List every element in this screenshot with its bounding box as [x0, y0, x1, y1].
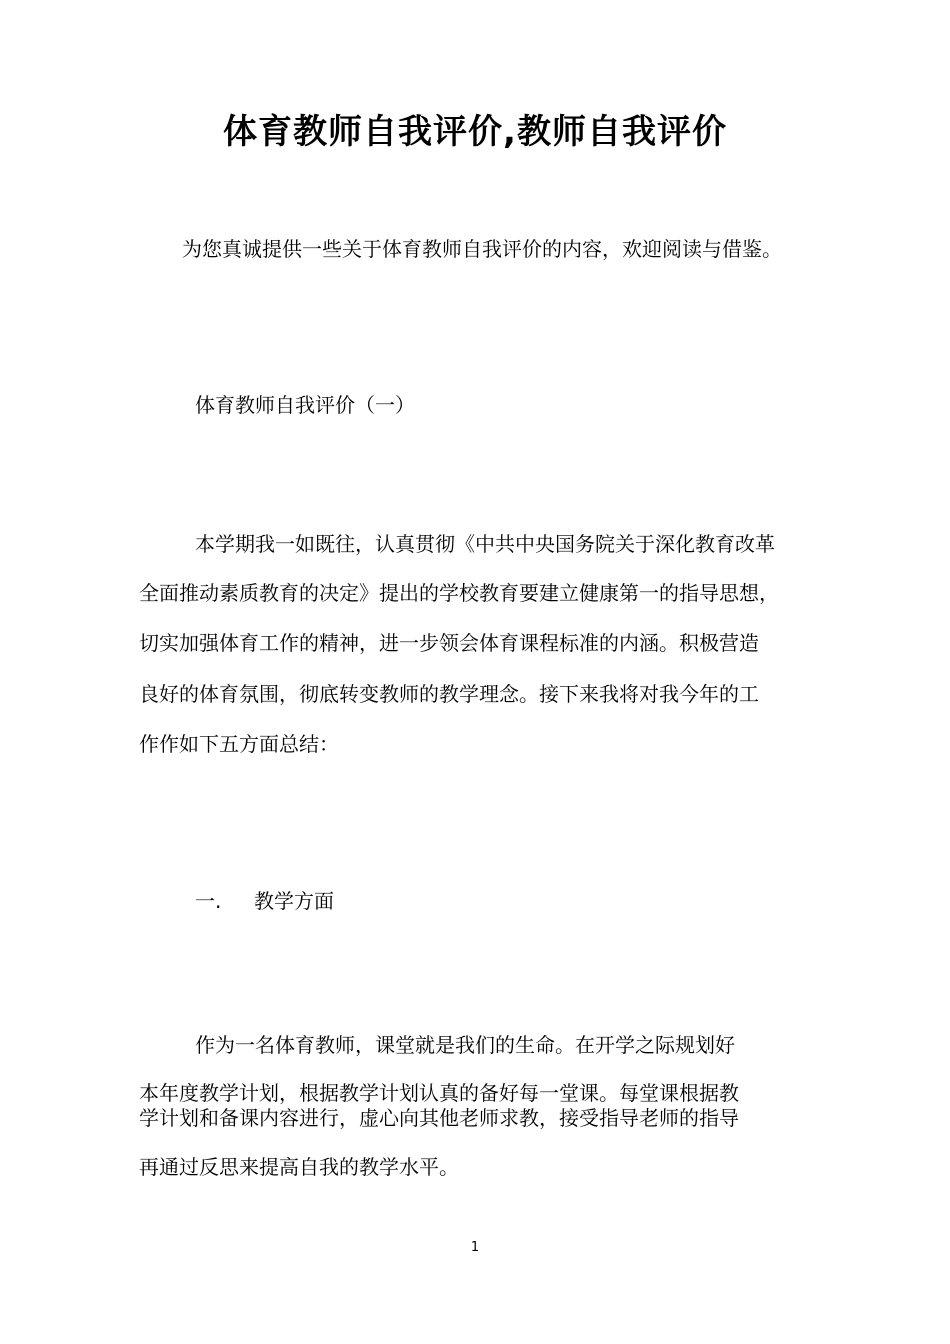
paragraph-line: 学计划和备课内容进行，虚心向其他老师求教，接受指导老师的指导 — [139, 1106, 739, 1130]
section-title: 体育教师自我评价（一） — [195, 393, 415, 417]
paragraph-line: 全面推动素质教育的决定》提出的学校教育要建立健康第一的指导思想， — [139, 581, 779, 605]
paragraph-line: 本学期我一如既往，认真贯彻《中共中央国务院关于深化教育改革 — [195, 532, 775, 556]
paragraph-line: 作作如下五方面总结： — [139, 732, 339, 756]
document-title: 体育教师自我评价,教师自我评价 — [223, 112, 727, 152]
paragraph-line: 再通过反思来提高自我的教学水平。 — [139, 1155, 459, 1179]
heading-text: 教学方面 — [254, 889, 334, 913]
heading-number: 一. — [195, 889, 222, 913]
paragraph-line: 本年度教学计划，根据教学计划认真的备好每一堂课。每堂课根据教 — [139, 1081, 739, 1105]
paragraph-line: 良好的体育氛围，彻底转变教师的教学理念。接下来我将对我今年的工 — [139, 682, 759, 706]
intro-text: 为您真诚提供一些关于体育教师自我评价的内容，欢迎阅读与借鉴。 — [182, 237, 782, 261]
page-number: 1 — [470, 1240, 480, 1255]
paragraph-line: 切实加强体育工作的精神，进一步领会体育课程标准的内涵。积极营造 — [139, 631, 759, 655]
paragraph-line: 作为一名体育教师，课堂就是我们的生命。在开学之际规划好 — [195, 1033, 735, 1057]
